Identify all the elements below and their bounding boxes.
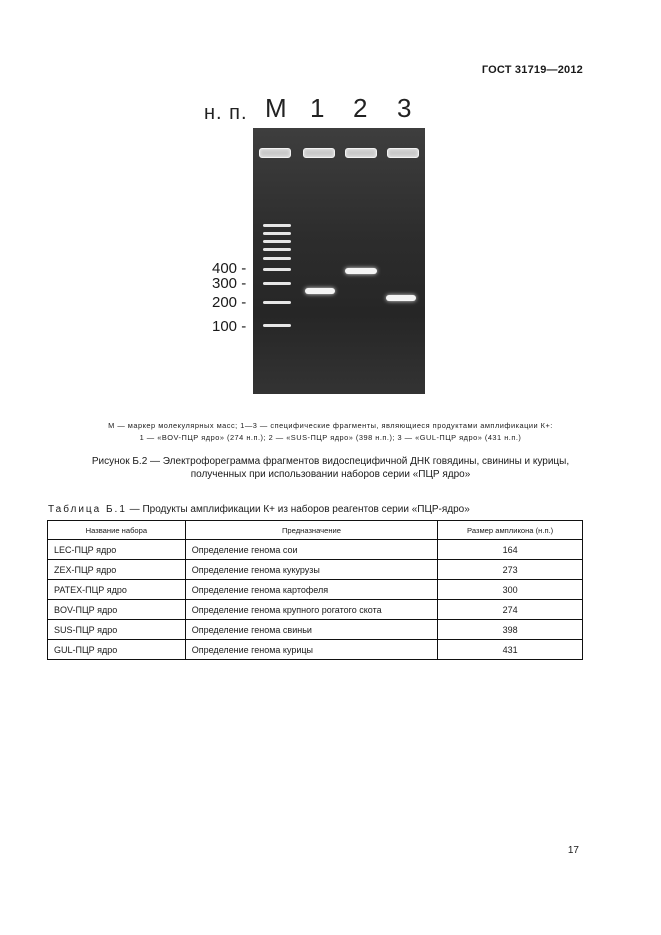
amplicon-size-cell: 164: [438, 540, 583, 560]
table-title: Таблица Б.1 — Продукты амплификации К+ из наборов реагентов серии «ПЦР-ядро»: [48, 504, 470, 515]
marker-band: [263, 224, 291, 227]
page-number: 17: [567, 845, 579, 856]
marker-band-400: [263, 268, 291, 271]
purpose-cell: Определение генома картофеля: [185, 580, 438, 600]
size-label-100: 100 -: [212, 318, 247, 335]
lane-header-1: 1: [310, 93, 325, 123]
table-row: [48, 540, 583, 560]
amplicon-size-cell: 274: [438, 600, 583, 620]
marker-band-200: [263, 301, 291, 304]
size-label-300: 300 -: [212, 275, 247, 292]
size-label-200: 200 -: [212, 294, 247, 311]
column-header-purpose: Предназначение: [185, 521, 438, 540]
marker-band: [263, 257, 291, 260]
kit-name-cell: GUL-ПЦР ядро: [48, 640, 186, 660]
marker-band-300: [263, 282, 291, 285]
kit-name-cell: SUS-ПЦР ядро: [48, 620, 186, 640]
gel-well: [387, 148, 419, 158]
amplification-products-table: [47, 520, 583, 660]
kit-name-cell: LEC-ПЦР ядро: [48, 540, 186, 560]
kit-name-cell: PATEX-ПЦР ядро: [48, 580, 186, 600]
purpose-cell: Определение генома свиньи: [185, 620, 438, 640]
amplicon-size-cell: 300: [438, 580, 583, 600]
kit-name-cell: ZEX-ПЦР ядро: [48, 560, 186, 580]
lane-1-band: [305, 288, 335, 294]
standard-designation: ГОСТ 31719—2012: [481, 64, 583, 76]
purpose-cell: Определение генома крупного рогатого скота: [185, 600, 438, 620]
figure-caption-line-1: Рисунок Б.2 — Электрофореграмма фрагментов видоспецифичной ДНК говядины, свинины и курицы,: [91, 456, 570, 467]
table-row: [48, 580, 583, 600]
marker-band: [263, 240, 291, 243]
table-row: [48, 600, 583, 620]
table-row: [48, 640, 583, 660]
amplicon-size-cell: 398: [438, 620, 583, 640]
purpose-cell: Определение генома сои: [185, 540, 438, 560]
lane-header-np: н. п.: [204, 102, 248, 124]
kit-name-cell: BOV-ПЦР ядро: [48, 600, 186, 620]
gel-well: [303, 148, 335, 158]
gel-well: [345, 148, 377, 158]
purpose-cell: Определение генома курицы: [185, 640, 438, 660]
table-row: [48, 620, 583, 640]
table-row: [48, 560, 583, 580]
size-label-400: 400 -: [212, 260, 247, 277]
marker-band: [263, 232, 291, 235]
marker-band: [263, 248, 291, 251]
column-header-amplicon-size: Размер ампликона (н.п.): [438, 521, 583, 540]
gel-well: [259, 148, 291, 158]
amplicon-size-cell: 273: [438, 560, 583, 580]
marker-band-100: [263, 324, 291, 327]
table-header-row: [48, 521, 583, 540]
lane-header-2: 2: [353, 93, 368, 123]
figure-legend-line-2: 1 — «BOV-ПЦР ядро» (274 н.п.); 2 — «SUS-ПЦР ядро» (398 н.п.); 3 — «GUL-ПЦР ядро» (431 н.п.): [139, 433, 522, 442]
lane-2-band: [345, 268, 377, 274]
lane-header-3: 3: [397, 93, 412, 123]
column-header-kit-name: Название набора: [48, 521, 186, 540]
figure-caption-line-2: полученных при использовании наборов серии «ПЦР ядро»: [190, 469, 471, 480]
lane-3-band: [386, 295, 416, 301]
lane-header-marker: М: [265, 93, 287, 123]
amplicon-size-cell: 431: [438, 640, 583, 660]
purpose-cell: Определение генома кукурузы: [185, 560, 438, 580]
figure-legend-line-1: М — маркер молекулярных масс; 1—3 — специфические фрагменты, являющиеся продуктами амплификации К+:: [108, 421, 553, 430]
electrophoresis-gel-image: [253, 128, 425, 394]
